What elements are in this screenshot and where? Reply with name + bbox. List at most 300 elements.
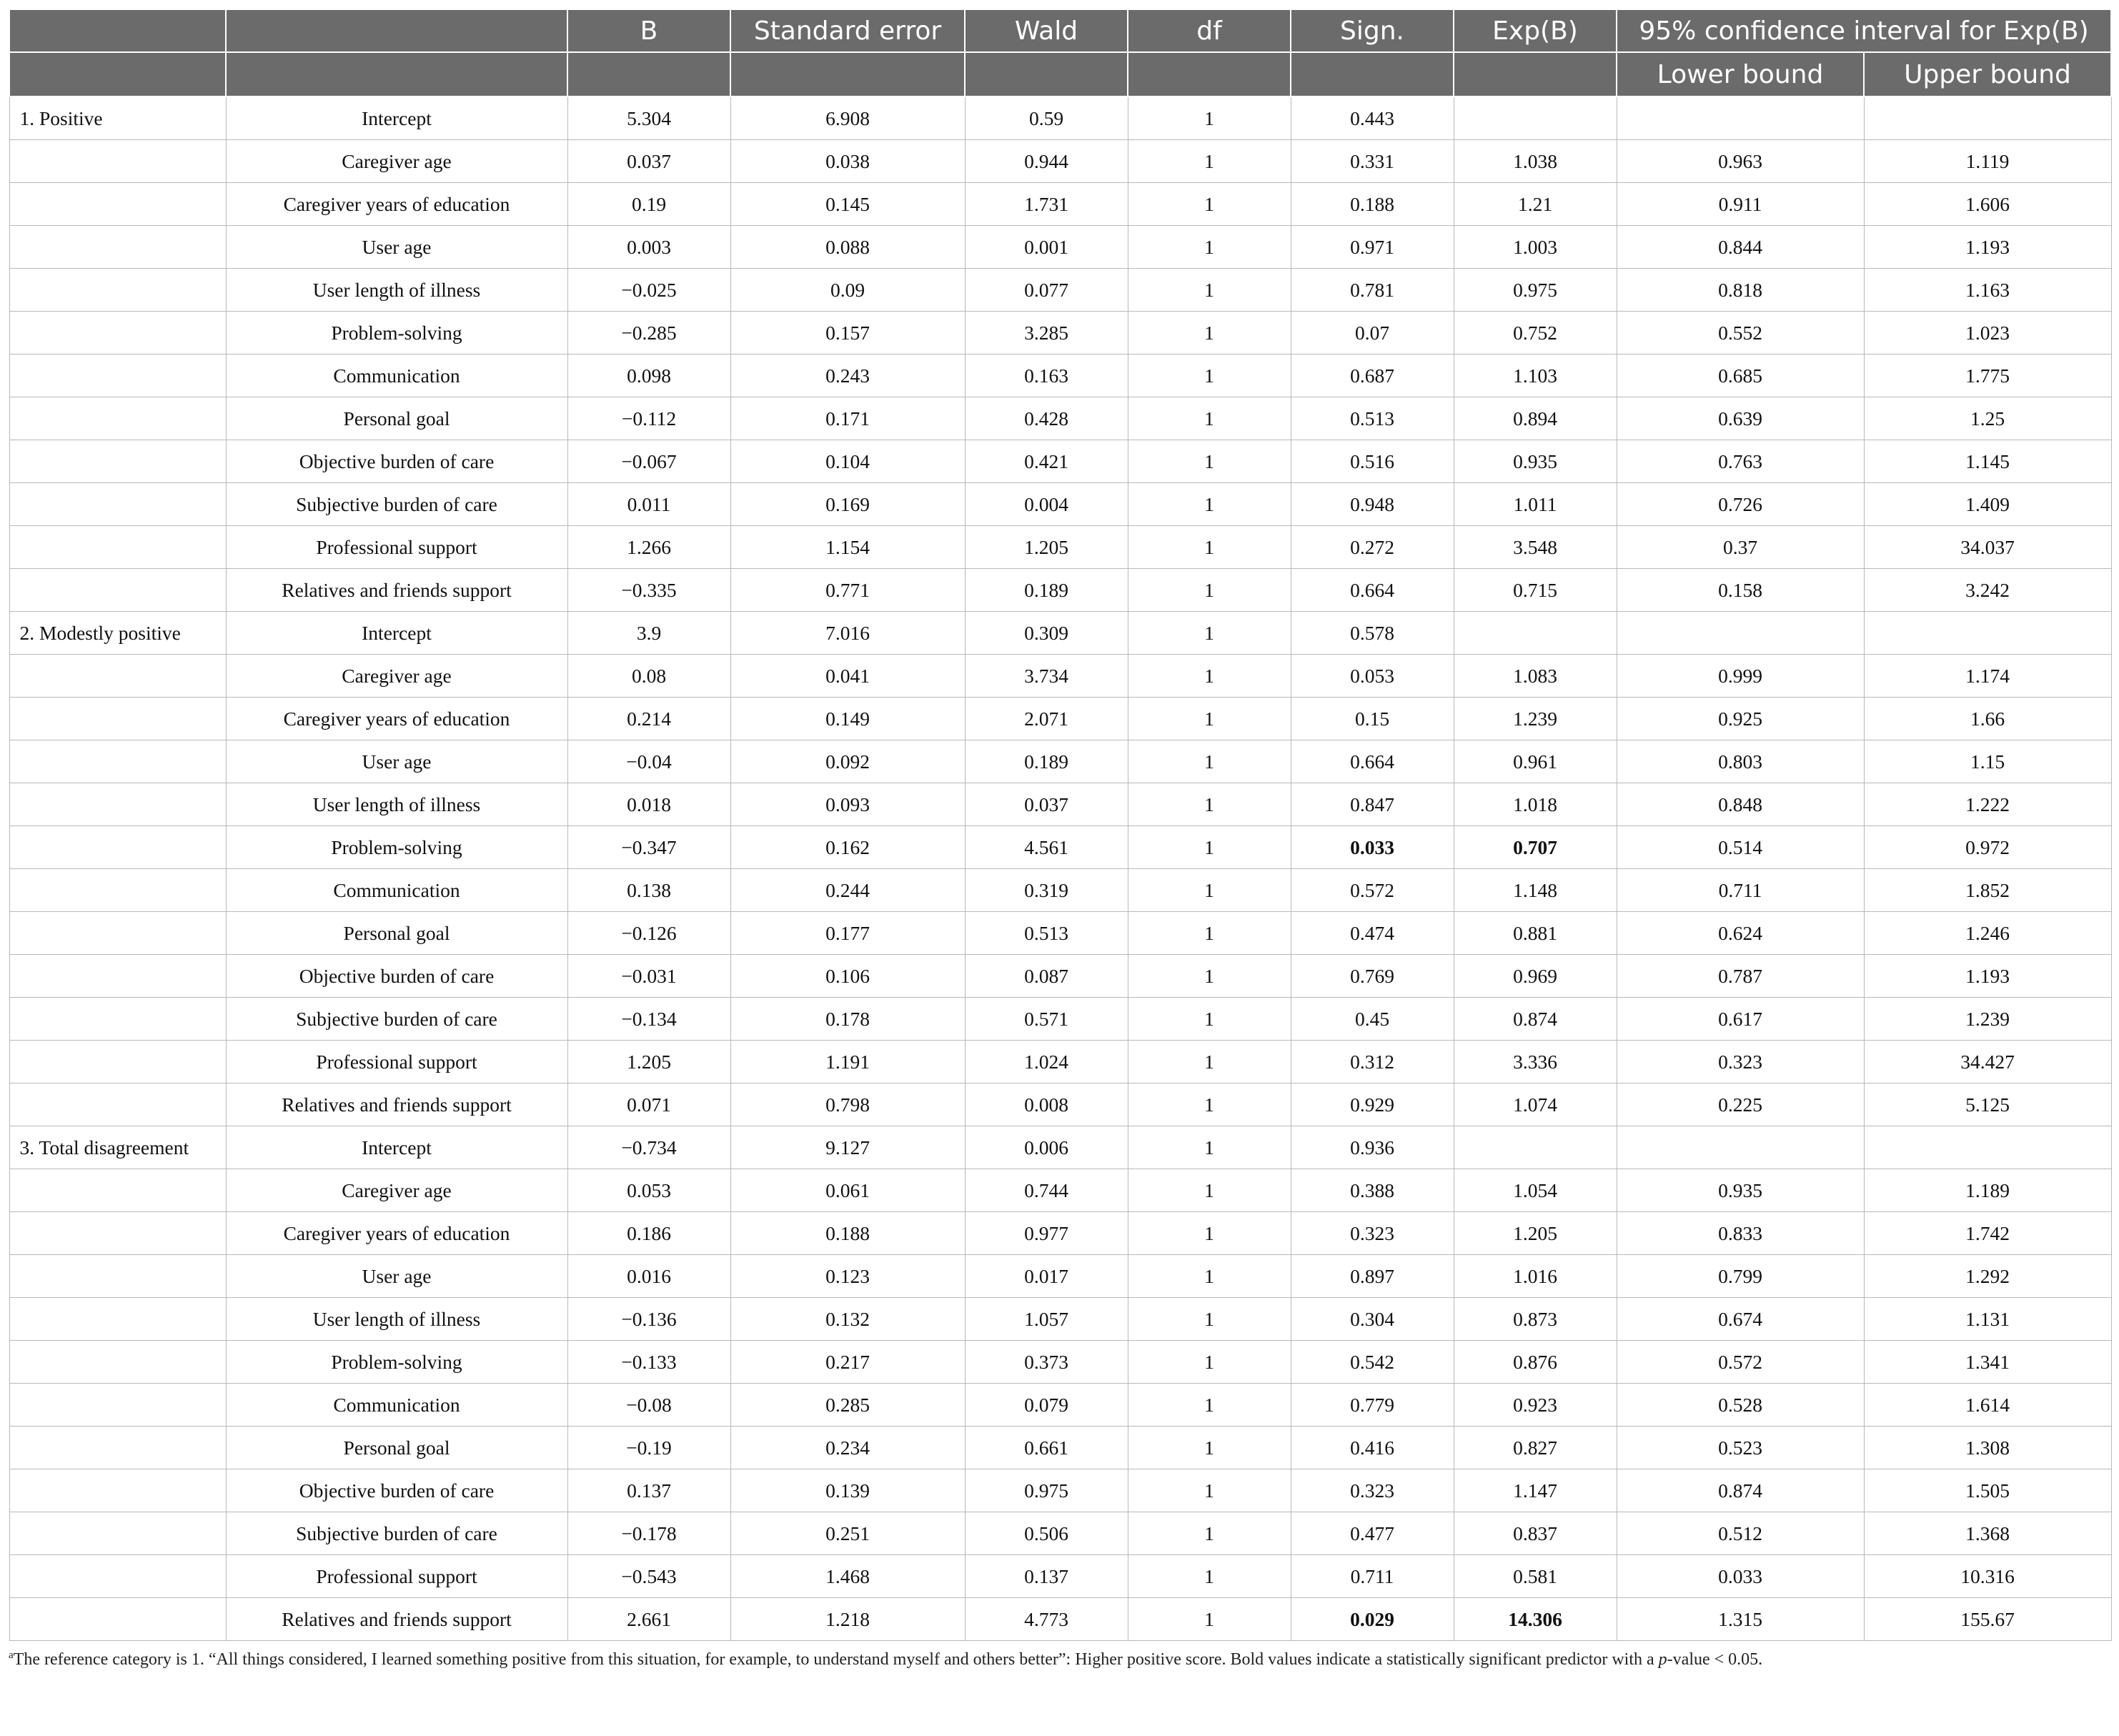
cell-wald: 0.163: [965, 354, 1128, 397]
cell-group-label: [9, 955, 226, 998]
cell-predictor: Communication: [226, 869, 567, 912]
header-sub-blank: [1128, 52, 1291, 96]
table-row: [9, 440, 2111, 483]
header-sub-blank: [226, 52, 567, 96]
cell-wald: 0.319: [965, 869, 1128, 912]
cell-df: 1: [1128, 783, 1291, 826]
cell-predictor: Caregiver age: [226, 140, 567, 183]
cell-b: −0.025: [567, 269, 730, 312]
cell-b: 1.266: [567, 526, 730, 569]
cell-wald: 2.071: [965, 698, 1128, 740]
cell-lower-bound: 0.225: [1617, 1083, 1864, 1126]
table-row: [9, 826, 2111, 869]
cell-upper-bound: 1.775: [1864, 354, 2111, 397]
cell-predictor: Communication: [226, 354, 567, 397]
cell-predictor: Professional support: [226, 1555, 567, 1598]
table-row: [9, 869, 2111, 912]
cell-wald: 0.037: [965, 783, 1128, 826]
cell-standard-error: 0.088: [730, 226, 965, 269]
cell-expb: 0.827: [1454, 1427, 1617, 1469]
cell-group-label: [9, 1212, 226, 1255]
cell-b: 0.19: [567, 183, 730, 226]
cell-sign: 0.029: [1291, 1598, 1454, 1641]
cell-upper-bound: 1.852: [1864, 869, 2111, 912]
cell-df: 1: [1128, 655, 1291, 698]
cell-predictor: Relatives and friends support: [226, 1083, 567, 1126]
cell-group-label: [9, 440, 226, 483]
table-row: [9, 226, 2111, 269]
cell-predictor: Relatives and friends support: [226, 569, 567, 612]
header-sub-blank: [730, 52, 965, 96]
cell-lower-bound: 0.674: [1617, 1298, 1864, 1341]
cell-wald: 0.428: [965, 397, 1128, 440]
cell-b: −0.136: [567, 1298, 730, 1341]
cell-standard-error: 0.038: [730, 140, 965, 183]
header-lower-bound: Lower bound: [1617, 52, 1864, 96]
cell-predictor: Problem-solving: [226, 1341, 567, 1384]
cell-df: 1: [1128, 826, 1291, 869]
cell-b: 0.011: [567, 483, 730, 526]
cell-lower-bound: 0.999: [1617, 655, 1864, 698]
cell-predictor: Objective burden of care: [226, 440, 567, 483]
cell-group-label: [9, 569, 226, 612]
cell-predictor: Caregiver years of education: [226, 698, 567, 740]
cell-lower-bound: 0.158: [1617, 569, 1864, 612]
cell-sign: 0.578: [1291, 612, 1454, 655]
cell-lower-bound: 0.033: [1617, 1555, 1864, 1598]
cell-expb: 1.147: [1454, 1469, 1617, 1512]
cell-standard-error: 0.217: [730, 1341, 965, 1384]
table-row: [9, 998, 2111, 1041]
cell-upper-bound: 1.742: [1864, 1212, 2111, 1255]
cell-sign: 0.711: [1291, 1555, 1454, 1598]
table-row: [9, 397, 2111, 440]
cell-df: 1: [1128, 397, 1291, 440]
cell-predictor: Subjective burden of care: [226, 483, 567, 526]
cell-upper-bound: 1.174: [1864, 655, 2111, 698]
header-df: df: [1128, 9, 1291, 52]
cell-expb: 0.874: [1454, 998, 1617, 1041]
cell-df: 1: [1128, 269, 1291, 312]
table-row: [9, 526, 2111, 569]
cell-b: −0.178: [567, 1512, 730, 1555]
cell-expb: 1.148: [1454, 869, 1617, 912]
cell-group-label: [9, 869, 226, 912]
cell-upper-bound: 1.15: [1864, 740, 2111, 783]
cell-lower-bound: 0.685: [1617, 354, 1864, 397]
cell-lower-bound: 0.617: [1617, 998, 1864, 1041]
cell-expb: 0.975: [1454, 269, 1617, 312]
cell-wald: 0.017: [965, 1255, 1128, 1298]
header-b: B: [567, 9, 730, 52]
cell-group-label: [9, 1384, 226, 1427]
cell-b: 3.9: [567, 612, 730, 655]
cell-b: −0.134: [567, 998, 730, 1041]
cell-standard-error: 7.016: [730, 612, 965, 655]
cell-wald: 0.077: [965, 269, 1128, 312]
cell-sign: 0.542: [1291, 1341, 1454, 1384]
cell-upper-bound: 10.316: [1864, 1555, 2111, 1598]
cell-group-label: [9, 1298, 226, 1341]
cell-group-label: [9, 998, 226, 1041]
cell-upper-bound: 1.193: [1864, 955, 2111, 998]
cell-standard-error: 0.123: [730, 1255, 965, 1298]
cell-df: 1: [1128, 612, 1291, 655]
cell-df: 1: [1128, 1083, 1291, 1126]
table-row: [9, 1298, 2111, 1341]
header-sub-blank: [567, 52, 730, 96]
cell-standard-error: 0.139: [730, 1469, 965, 1512]
cell-expb: 0.935: [1454, 440, 1617, 483]
cell-expb: 0.715: [1454, 569, 1617, 612]
cell-b: −0.285: [567, 312, 730, 354]
cell-predictor: Problem-solving: [226, 312, 567, 354]
cell-upper-bound: 1.66: [1864, 698, 2111, 740]
cell-df: 1: [1128, 1041, 1291, 1083]
cell-wald: 0.421: [965, 440, 1128, 483]
cell-df: 1: [1128, 96, 1291, 140]
cell-upper-bound: 34.037: [1864, 526, 2111, 569]
cell-expb: 0.961: [1454, 740, 1617, 783]
regression-table: [9, 9, 2112, 1641]
cell-standard-error: 0.771: [730, 569, 965, 612]
cell-lower-bound: [1617, 1126, 1864, 1169]
cell-sign: 0.312: [1291, 1041, 1454, 1083]
cell-b: 0.138: [567, 869, 730, 912]
cell-group-label: [9, 655, 226, 698]
table-row: [9, 1126, 2111, 1169]
cell-predictor: Objective burden of care: [226, 1469, 567, 1512]
cell-group-label: [9, 698, 226, 740]
cell-sign: 0.477: [1291, 1512, 1454, 1555]
cell-standard-error: 0.251: [730, 1512, 965, 1555]
cell-b: −0.347: [567, 826, 730, 869]
cell-lower-bound: 0.874: [1617, 1469, 1864, 1512]
cell-lower-bound: 0.848: [1617, 783, 1864, 826]
header-blank-2: [226, 9, 567, 52]
table-row: [9, 655, 2111, 698]
table-row: [9, 1384, 2111, 1427]
header-sub-blank: [1454, 52, 1617, 96]
cell-predictor: User length of illness: [226, 269, 567, 312]
cell-expb: 0.837: [1454, 1512, 1617, 1555]
cell-standard-error: 0.188: [730, 1212, 965, 1255]
cell-df: 1: [1128, 140, 1291, 183]
cell-standard-error: 6.908: [730, 96, 965, 140]
cell-standard-error: 0.162: [730, 826, 965, 869]
cell-sign: 0.033: [1291, 826, 1454, 869]
cell-expb: 1.083: [1454, 655, 1617, 698]
cell-sign: 0.188: [1291, 183, 1454, 226]
cell-sign: 0.053: [1291, 655, 1454, 698]
header-confidence-interval: 95% confidence interval for Exp(B): [1617, 9, 2111, 52]
cell-lower-bound: 0.572: [1617, 1341, 1864, 1384]
cell-lower-bound: 0.763: [1617, 440, 1864, 483]
header-expb: Exp(B): [1454, 9, 1617, 52]
cell-predictor: Communication: [226, 1384, 567, 1427]
cell-upper-bound: 1.145: [1864, 440, 2111, 483]
cell-sign: 0.272: [1291, 526, 1454, 569]
cell-upper-bound: 3.242: [1864, 569, 2111, 612]
cell-standard-error: 0.178: [730, 998, 965, 1041]
cell-sign: 0.323: [1291, 1469, 1454, 1512]
cell-upper-bound: 1.614: [1864, 1384, 2111, 1427]
cell-expb: 0.873: [1454, 1298, 1617, 1341]
header-standard-error: Standard error: [730, 9, 965, 52]
cell-upper-bound: 0.972: [1864, 826, 2111, 869]
cell-predictor: Caregiver age: [226, 1169, 567, 1212]
cell-standard-error: 0.177: [730, 912, 965, 955]
cell-sign: 0.948: [1291, 483, 1454, 526]
cell-group-label: [9, 183, 226, 226]
cell-expb: 0.752: [1454, 312, 1617, 354]
cell-predictor: Objective burden of care: [226, 955, 567, 998]
table-row: [9, 1169, 2111, 1212]
cell-group-label: [9, 1169, 226, 1212]
cell-standard-error: 1.218: [730, 1598, 965, 1641]
cell-b: 0.186: [567, 1212, 730, 1255]
cell-sign: 0.779: [1291, 1384, 1454, 1427]
cell-standard-error: 1.154: [730, 526, 965, 569]
cell-group-label: [9, 354, 226, 397]
cell-standard-error: 0.285: [730, 1384, 965, 1427]
cell-predictor: Personal goal: [226, 397, 567, 440]
cell-b: −0.031: [567, 955, 730, 998]
cell-df: 1: [1128, 183, 1291, 226]
cell-wald: 0.744: [965, 1169, 1128, 1212]
cell-predictor: Caregiver years of education: [226, 1212, 567, 1255]
cell-expb: [1454, 1126, 1617, 1169]
table-row: [9, 96, 2111, 140]
header-sub-blank: [965, 52, 1128, 96]
cell-upper-bound: 1.189: [1864, 1169, 2111, 1212]
header-wald: Wald: [965, 9, 1128, 52]
cell-group-label: [9, 526, 226, 569]
cell-upper-bound: 1.222: [1864, 783, 2111, 826]
cell-expb: 0.969: [1454, 955, 1617, 998]
cell-df: 1: [1128, 698, 1291, 740]
cell-lower-bound: [1617, 612, 1864, 655]
cell-predictor: Problem-solving: [226, 826, 567, 869]
cell-lower-bound: 0.639: [1617, 397, 1864, 440]
cell-standard-error: 0.244: [730, 869, 965, 912]
cell-standard-error: 0.157: [730, 312, 965, 354]
cell-expb: 1.054: [1454, 1169, 1617, 1212]
cell-wald: 0.189: [965, 569, 1128, 612]
cell-predictor: User age: [226, 1255, 567, 1298]
cell-lower-bound: 0.323: [1617, 1041, 1864, 1083]
cell-upper-bound: [1864, 612, 2111, 655]
table-row: [9, 1598, 2111, 1641]
footnote-text: The reference category is 1. “All things considered, I learned something positive from this situation, for example, to understand myself and others better”: Higher positive score. Bold values indicate a statistically significant predictor with a: [13, 1650, 1659, 1669]
cell-standard-error: 0.171: [730, 397, 965, 440]
cell-predictor: Personal goal: [226, 1427, 567, 1469]
cell-sign: 0.388: [1291, 1169, 1454, 1212]
cell-predictor: Professional support: [226, 526, 567, 569]
cell-group-label: [9, 1555, 226, 1598]
table-row: [9, 1041, 2111, 1083]
cell-wald: 0.189: [965, 740, 1128, 783]
cell-standard-error: 0.106: [730, 955, 965, 998]
cell-wald: 0.137: [965, 1555, 1128, 1598]
cell-b: 5.304: [567, 96, 730, 140]
cell-group-label: [9, 1083, 226, 1126]
cell-group-label: [9, 226, 226, 269]
cell-predictor: Subjective burden of care: [226, 1512, 567, 1555]
cell-sign: 0.936: [1291, 1126, 1454, 1169]
footnote-marker: a: [9, 1650, 14, 1661]
cell-df: 1: [1128, 226, 1291, 269]
cell-upper-bound: 1.341: [1864, 1341, 2111, 1384]
cell-lower-bound: 0.935: [1617, 1169, 1864, 1212]
cell-df: 1: [1128, 869, 1291, 912]
table-container: [9, 9, 2110, 1670]
cell-predictor: Caregiver age: [226, 655, 567, 698]
cell-group-label: [9, 826, 226, 869]
cell-lower-bound: 0.528: [1617, 1384, 1864, 1427]
cell-wald: 0.59: [965, 96, 1128, 140]
table-row: [9, 955, 2111, 998]
cell-expb: 0.923: [1454, 1384, 1617, 1427]
cell-wald: 0.513: [965, 912, 1128, 955]
cell-expb: 0.707: [1454, 826, 1617, 869]
cell-sign: 0.929: [1291, 1083, 1454, 1126]
cell-expb: 1.074: [1454, 1083, 1617, 1126]
cell-lower-bound: 0.552: [1617, 312, 1864, 354]
cell-wald: 0.571: [965, 998, 1128, 1041]
header-sub-blank: [1291, 52, 1454, 96]
table-row: [9, 312, 2111, 354]
cell-standard-error: 0.061: [730, 1169, 965, 1212]
cell-b: 0.016: [567, 1255, 730, 1298]
cell-b: 0.018: [567, 783, 730, 826]
cell-df: 1: [1128, 1512, 1291, 1555]
cell-lower-bound: 0.818: [1617, 269, 1864, 312]
cell-expb: [1454, 612, 1617, 655]
cell-predictor: Intercept: [226, 96, 567, 140]
cell-standard-error: 9.127: [730, 1126, 965, 1169]
cell-b: −0.067: [567, 440, 730, 483]
cell-lower-bound: 0.925: [1617, 698, 1864, 740]
table-row: [9, 1212, 2111, 1255]
cell-upper-bound: 1.193: [1864, 226, 2111, 269]
cell-upper-bound: 5.125: [1864, 1083, 2111, 1126]
cell-standard-error: 0.169: [730, 483, 965, 526]
cell-b: −0.19: [567, 1427, 730, 1469]
cell-upper-bound: 1.368: [1864, 1512, 2111, 1555]
cell-b: 0.08: [567, 655, 730, 698]
cell-lower-bound: [1617, 96, 1864, 140]
cell-df: 1: [1128, 1341, 1291, 1384]
cell-upper-bound: 1.409: [1864, 483, 2111, 526]
cell-group-label: [9, 312, 226, 354]
cell-lower-bound: 0.963: [1617, 140, 1864, 183]
cell-predictor: Professional support: [226, 1041, 567, 1083]
table-row: [9, 1469, 2111, 1512]
cell-predictor: Caregiver years of education: [226, 183, 567, 226]
cell-group-label: [9, 1512, 226, 1555]
table-row: [9, 698, 2111, 740]
table-row: [9, 483, 2111, 526]
cell-df: 1: [1128, 526, 1291, 569]
cell-standard-error: 0.234: [730, 1427, 965, 1469]
cell-wald: 1.205: [965, 526, 1128, 569]
cell-wald: 0.001: [965, 226, 1128, 269]
cell-lower-bound: 0.726: [1617, 483, 1864, 526]
header-upper-bound: Upper bound: [1864, 52, 2111, 96]
cell-b: 1.205: [567, 1041, 730, 1083]
cell-wald: 0.087: [965, 955, 1128, 998]
cell-wald: 0.661: [965, 1427, 1128, 1469]
cell-b: 0.037: [567, 140, 730, 183]
cell-group-label: [9, 1341, 226, 1384]
footnote-p-symbol: p: [1658, 1650, 1667, 1669]
header-sub-blank: [9, 52, 226, 96]
cell-predictor: Intercept: [226, 612, 567, 655]
table-row: [9, 1083, 2111, 1126]
table-header: [9, 9, 2111, 96]
table-row: [9, 183, 2111, 226]
cell-b: 2.661: [567, 1598, 730, 1641]
cell-group-label: 1. Positive: [9, 96, 226, 140]
cell-expb: 1.21: [1454, 183, 1617, 226]
cell-wald: 0.506: [965, 1512, 1128, 1555]
cell-df: 1: [1128, 354, 1291, 397]
cell-sign: 0.331: [1291, 140, 1454, 183]
cell-group-label: [9, 1041, 226, 1083]
cell-wald: 1.024: [965, 1041, 1128, 1083]
cell-lower-bound: 0.787: [1617, 955, 1864, 998]
cell-df: 1: [1128, 740, 1291, 783]
cell-wald: 0.004: [965, 483, 1128, 526]
cell-expb: 3.336: [1454, 1041, 1617, 1083]
header-sign: Sign.: [1291, 9, 1454, 52]
cell-group-label: [9, 1427, 226, 1469]
cell-standard-error: 0.798: [730, 1083, 965, 1126]
cell-expb: 1.239: [1454, 698, 1617, 740]
cell-standard-error: 0.104: [730, 440, 965, 483]
cell-df: 1: [1128, 1384, 1291, 1427]
table-row: [9, 912, 2111, 955]
table-body: [9, 96, 2111, 1641]
cell-sign: 0.769: [1291, 955, 1454, 998]
cell-predictor: Personal goal: [226, 912, 567, 955]
cell-lower-bound: 0.624: [1617, 912, 1864, 955]
cell-upper-bound: 1.239: [1864, 998, 2111, 1041]
cell-standard-error: 1.468: [730, 1555, 965, 1598]
table-row: [9, 1512, 2111, 1555]
cell-wald: 0.977: [965, 1212, 1128, 1255]
cell-expb: 3.548: [1454, 526, 1617, 569]
cell-b: −0.133: [567, 1341, 730, 1384]
table-row: [9, 1427, 2111, 1469]
cell-upper-bound: 1.119: [1864, 140, 2111, 183]
cell-upper-bound: 1.308: [1864, 1427, 2111, 1469]
cell-lower-bound: 0.512: [1617, 1512, 1864, 1555]
table-row: [9, 740, 2111, 783]
cell-lower-bound: 0.833: [1617, 1212, 1864, 1255]
cell-b: −0.08: [567, 1384, 730, 1427]
cell-group-label: [9, 269, 226, 312]
cell-lower-bound: 0.799: [1617, 1255, 1864, 1298]
cell-expb: 1.016: [1454, 1255, 1617, 1298]
cell-b: −0.126: [567, 912, 730, 955]
cell-upper-bound: 1.246: [1864, 912, 2111, 955]
cell-expb: 1.038: [1454, 140, 1617, 183]
cell-expb: 14.306: [1454, 1598, 1617, 1641]
cell-b: 0.098: [567, 354, 730, 397]
cell-group-label: [9, 912, 226, 955]
